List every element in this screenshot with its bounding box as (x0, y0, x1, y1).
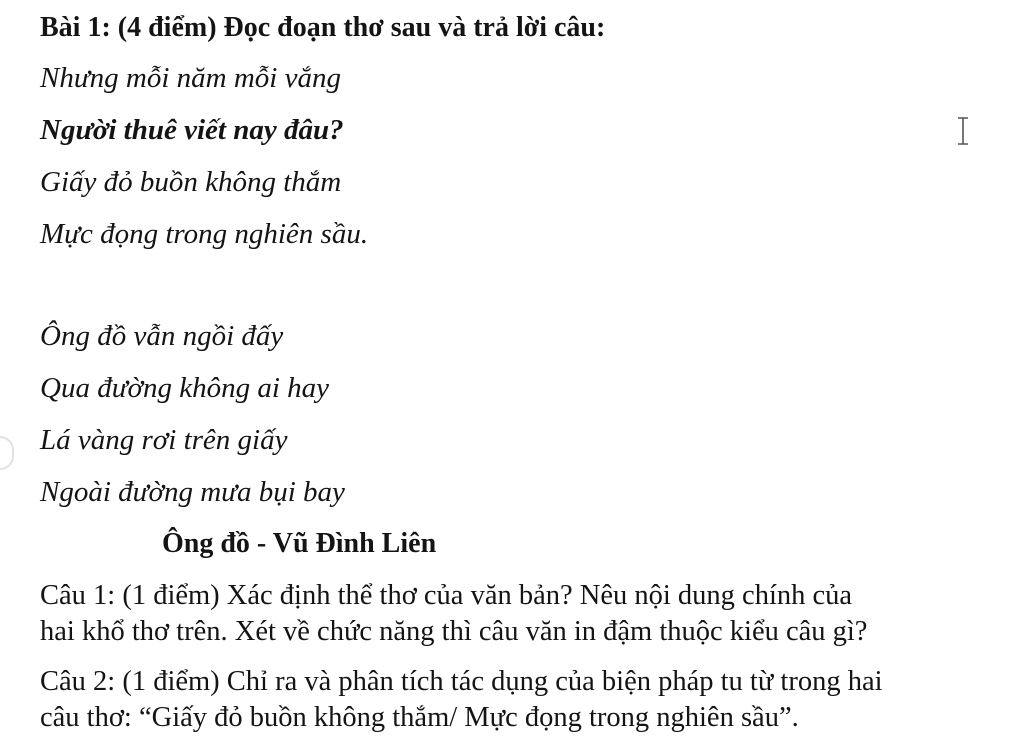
poem-line: Nhưng mỗi năm mỗi vắng (40, 62, 341, 94)
question-line: Câu 1: (1 điểm) Xác định thể thơ của văn bản? Nêu nội dung chính của (40, 580, 853, 611)
poem-line: Ông đồ vẫn ngồi đấy (40, 320, 284, 352)
question-line: câu thơ: “Giấy đỏ buồn không thắm/ Mực đọng trong nghiên sầu”. (40, 702, 799, 733)
poem-line: Ngoài đường mưa bụi bay (40, 476, 345, 508)
question-1 (40, 578, 1015, 650)
poem-line: Giấy đỏ buồn không thắm (40, 166, 342, 198)
question-2 (40, 664, 1015, 736)
question-line: hai khổ thơ trên. Xét về chức năng thì câu văn in đậm thuộc kiểu câu gì? (40, 616, 868, 647)
poem-line: Qua đường không ai hay (40, 372, 330, 404)
exercise-heading: Bài 1: (4 điểm) Đọc đoạn thơ sau và trả lời câu: (40, 12, 606, 43)
poem-line: Mực đọng trong nghiên sầu. (40, 218, 369, 250)
edge-scroll-handle (0, 436, 14, 470)
poem-credit: Ông đồ - Vũ Đình Liên (162, 528, 437, 559)
i-beam-cursor-icon (956, 116, 970, 146)
poem-line-bold: Người thuê viết nay đâu? (40, 114, 344, 146)
question-line: Câu 2: (1 điểm) Chỉ ra và phân tích tác dụng của biện pháp tu từ trong hai (40, 666, 883, 697)
poem-line: Lá vàng rơi trên giấy (40, 424, 288, 456)
